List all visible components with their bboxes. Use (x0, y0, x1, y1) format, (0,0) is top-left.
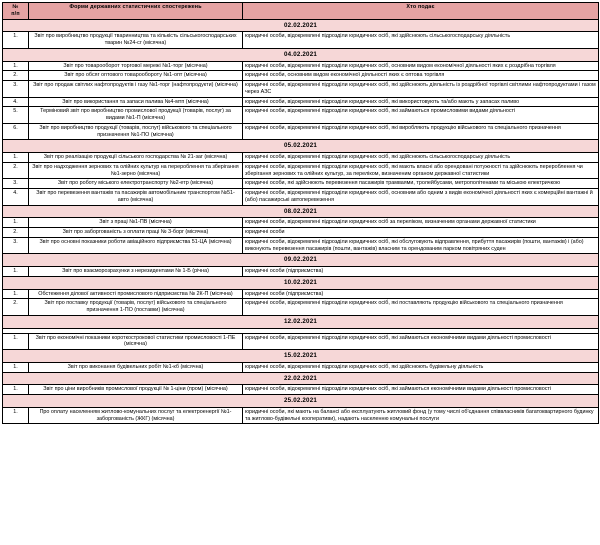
date-group-label: 10.02.2021 (3, 276, 599, 289)
table-body (3, 19, 599, 424)
row-who-submits: юридичні особи, відокремлені підрозділи юридичних осіб, які використовують та/або мають у запасах паливо (243, 97, 599, 107)
table-row (3, 162, 599, 179)
row-form-name: Звіт про виробництво продукції тваринництва та кількість сільськогосподарських тварин №24-сг (місячна) (29, 32, 243, 49)
column-header-form: Форми державних статистичних спостережень (29, 3, 243, 20)
row-number: 1. (3, 333, 29, 350)
table-row (3, 179, 599, 189)
row-form-name: Звіт про виробництво продукції (товарів, послуг) військового та спеціального призначення №1-ПО (місячна) (29, 123, 243, 140)
table-header (3, 3, 599, 20)
table-row (3, 61, 599, 71)
row-who-submits: юридичні особи, відокремлені підрозділи юридичних осіб, які здійснюють сільськогосподарську діяльність (243, 153, 599, 163)
table-row (3, 267, 599, 277)
table-row (3, 299, 599, 316)
row-number: 3. (3, 237, 29, 254)
table-row (3, 71, 599, 81)
date-group-row (3, 19, 599, 32)
date-group-row (3, 276, 599, 289)
row-number: 3. (3, 81, 29, 98)
row-number: 4. (3, 189, 29, 206)
row-number: 2. (3, 228, 29, 238)
row-who-submits: юридичні особи (підприємства) (243, 289, 599, 299)
row-number: 1. (3, 218, 29, 228)
row-who-submits: юридичні особи, відокремлені підрозділи юридичних осіб, які займаються економічними видами діяльності промисловості (243, 333, 599, 350)
row-form-name: Звіт про реалізацію продукції сільського господарства № 21-заг (місячна) (29, 153, 243, 163)
row-who-submits: юридичні особи, відокремлені підрозділи юридичних осіб, які займаються економічними видами діяльності промисловості (243, 385, 599, 395)
table-row (3, 218, 599, 228)
row-number: 1. (3, 267, 29, 277)
row-number: 1. (3, 32, 29, 49)
table-row (3, 123, 599, 140)
row-who-submits: юридичні особи (підприємства) (243, 267, 599, 277)
row-form-name: Звіт про використання та запаси палива №4-мтп (місячна) (29, 97, 243, 107)
row-form-name: Звіт про виконання будівельних робіт №1-кб (місячна) (29, 362, 243, 372)
row-who-submits: юридичні особи, відокремлені підрозділи юридичних осіб, які виробляють продукцію військового та спеціального призначення (243, 123, 599, 140)
table-header-row (3, 3, 599, 20)
date-group-label: 22.02.2021 (3, 372, 599, 385)
column-header-who: Хто подає (243, 3, 599, 20)
row-who-submits: юридичні особи, відокремлені підрозділи юридичних осіб, які займаються промисловими видами діяльності (243, 107, 599, 124)
table-row (3, 237, 599, 254)
row-form-name: Звіт про надходження зернових та олійних культур на перероблення та зберігання №1-зерно (місячна) (29, 162, 243, 179)
row-form-name: Звіт про економічні показники короткострокової статистики промисловості 1-ПЕ (місячна) (29, 333, 243, 350)
row-number: 3. (3, 179, 29, 189)
row-who-submits: юридичні особи, відокремлені підрозділи юридичних осіб, які поставляють продукцію військового та спеціального призначення (243, 299, 599, 316)
table-row (3, 385, 599, 395)
row-form-name: Звіт про поставку продукції (товарів, послуг) військового та спеціального призначення 1-ПО (поставки) (місячна) (29, 299, 243, 316)
date-group-row (3, 350, 599, 363)
row-number: 4. (3, 97, 29, 107)
table-row (3, 333, 599, 350)
row-who-submits: юридичні особи, відокремлені підрозділи юридичних осіб, які здійснюють діяльність із роздрібної торгівлі світлими нафтопродуктами і газом через АЗС (243, 81, 599, 98)
row-form-name: Звіт з праці №1-ПВ (місячна) (29, 218, 243, 228)
row-who-submits: юридичні особи, відокремлені підрозділи юридичних осіб, які здійснюють сільськогосподарську діяльність (243, 32, 599, 49)
row-who-submits: юридичні особи, які мають на балансі або експлуатують житловий фонд (у тому числі об'єднання співвласників багатоквартирного будинку та житлово-будівельні кооперативи), надають населенню комунальні послуги (243, 407, 599, 424)
row-form-name: Звіт про обсяг оптового товарообороту №1-опт (місячна) (29, 71, 243, 81)
row-who-submits: юридичні особи, відокремлені підрозділи юридичних осіб, які обслуговують відправлення, прибуття пасажирів (пошти, вантажів) і (або) виконують перевезення пасажирів (пошти, вантажів) власним та орендованим парком повітряних суден (243, 237, 599, 254)
table-row (3, 189, 599, 206)
row-form-name: Обстеження ділової активності промислового підприємства № 2К-П (місячна) (29, 289, 243, 299)
date-group-label: 08.02.2021 (3, 205, 599, 218)
table-row (3, 228, 599, 238)
row-who-submits: юридичні особи, які здійснюють перевезення пасажирів трамваями, тролейбусами, метрополітенами та міською електричкою (243, 179, 599, 189)
row-form-name: Звіт про роботу міського електротранспорту №2-етр (місячна) (29, 179, 243, 189)
row-number: 2. (3, 162, 29, 179)
date-group-row (3, 315, 599, 328)
row-form-name: Звіт про основні показники роботи авіаційного підприємства 51-ЦА (місячна) (29, 237, 243, 254)
row-form-name: Про оплату населенням житлово-комунальних послуг та електроенергії №1-заборгованість (ЖКГ) (місячна) (29, 407, 243, 424)
column-header-number (3, 3, 29, 20)
date-group-label: 05.02.2021 (3, 140, 599, 153)
table-row (3, 407, 599, 424)
date-group-label: 09.02.2021 (3, 254, 599, 267)
row-number: 1. (3, 289, 29, 299)
date-group-row (3, 372, 599, 385)
row-form-name: Терміновий звіт про виробництво промислової продукції (товарів, послуг) за видами №1-П (місячна) (29, 107, 243, 124)
row-who-submits: юридичні особи, відокремлені підрозділи юридичних осіб, які мають власні або орендовані потужності та здійснюють перероблення чи зберігання зернових та олійних культур, за переліком, визначеним органом державної статистики (243, 162, 599, 179)
column-header-number-line2: п/п (11, 10, 20, 17)
row-who-submits: юридичні особи, основним видом економічної діяльності яких є оптова торгівля (243, 71, 599, 81)
date-group-label: 15.02.2021 (3, 350, 599, 363)
row-form-name: Звіт про продаж світлих нафтопродуктів і газу №1-торг (нафтопродукти) (місячна) (29, 81, 243, 98)
date-group-label: 04.02.2021 (3, 48, 599, 61)
row-form-name: Звіт про взаєморозрахунки з нерезидентами № 1-Б (річна) (29, 267, 243, 277)
row-form-name: Звіт про товарооборот торгової мережі №1-торг (місячна) (29, 61, 243, 71)
row-number: 1. (3, 407, 29, 424)
row-number: 1. (3, 153, 29, 163)
date-group-row (3, 395, 599, 408)
date-group-row (3, 48, 599, 61)
table-row (3, 97, 599, 107)
statistical-observations-schedule-table (2, 2, 599, 424)
table-row (3, 362, 599, 372)
date-group-row (3, 140, 599, 153)
row-number: 1. (3, 362, 29, 372)
table-row (3, 81, 599, 98)
row-number: 2. (3, 299, 29, 316)
row-who-submits: юридичні особи (243, 228, 599, 238)
date-group-row (3, 254, 599, 267)
date-group-row (3, 205, 599, 218)
row-who-submits: юридичні особи, відокремлені підрозділи юридичних осіб, основним або одним з видів економічної діяльності яких є комерційні вантажні й (або) пасажирські автоперевезення (243, 189, 599, 206)
table-row (3, 107, 599, 124)
table-row (3, 289, 599, 299)
row-who-submits: юридичні особи, відокремлені підрозділи юридичних осіб, які здійснюють будівельну діяльність (243, 362, 599, 372)
row-form-name: Звіт про перевезення вантажів та пасажирів автомобільним транспортом №51-авто (місячна) (29, 189, 243, 206)
table-row (3, 32, 599, 49)
date-group-label: 25.02.2021 (3, 395, 599, 408)
row-form-name: Звіт про ціни виробників промислової продукції № 1-ціни (пром) (місячна) (29, 385, 243, 395)
date-group-label: 12.02.2021 (3, 315, 599, 328)
table-row (3, 153, 599, 163)
row-number: 5. (3, 107, 29, 124)
column-header-number-line1: № (12, 4, 19, 10)
row-form-name: Звіт про заборгованість з оплати праці № 3-борг (місячна) (29, 228, 243, 238)
row-number: 1. (3, 61, 29, 71)
row-who-submits: юридичні особи, відокремлені підрозділи юридичних осіб, основним видом економічної діяльності яких є роздрібна торгівля (243, 61, 599, 71)
row-number: 2. (3, 71, 29, 81)
row-who-submits: юридичні особи, відокремлені підрозділи юридичних осіб за переліком, визначеним органами державної статистики (243, 218, 599, 228)
date-group-label: 02.02.2021 (3, 19, 599, 32)
row-number: 1. (3, 385, 29, 395)
row-number: 6. (3, 123, 29, 140)
